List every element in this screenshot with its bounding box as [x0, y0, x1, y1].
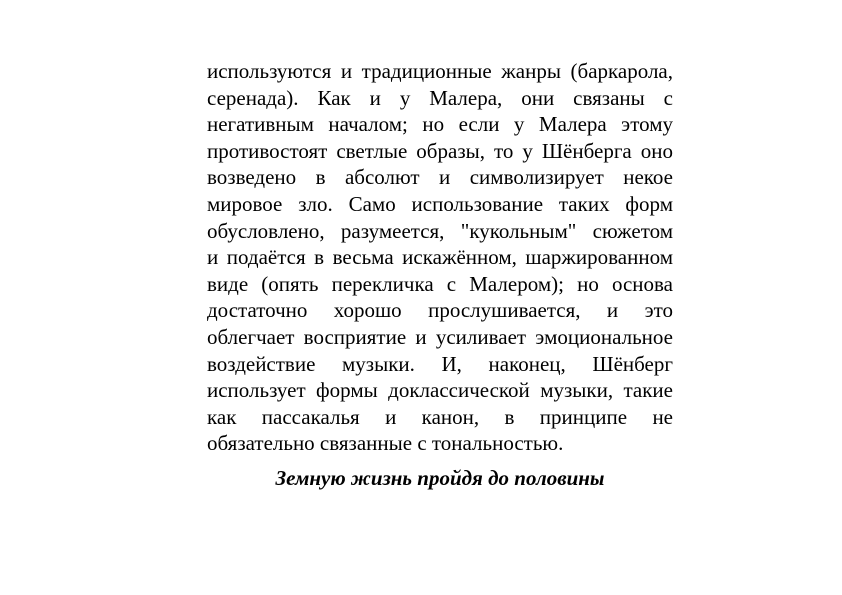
paragraph-line: негативным началом; но если у Малера этому	[207, 112, 673, 137]
paragraph-line: мировое зло. Само использование таких форм	[207, 191, 673, 216]
paragraph-line: противостоят светлые образы, то у Шёнберга оно	[207, 138, 673, 163]
paragraph-line: как пассакалья и канон, в принципе не	[207, 404, 673, 429]
paragraph-line: воздействие музыки. И, наконец, Шёнберг	[207, 351, 673, 376]
paragraph-line: используются и традиционные жанры (баркарола,	[207, 59, 673, 83]
paragraph-line: облегчает восприятие и усиливает эмоциональное	[207, 324, 673, 349]
paragraph-line: обусловлено, разумеется, "кукольным" сюжетом	[207, 218, 673, 243]
section-heading: Земную жизнь пройдя до половины	[275, 465, 605, 490]
text-column	[207, 58, 673, 491]
paragraph-line: и подаётся в весьма искажённом, шаржированном	[207, 245, 673, 270]
paragraph-line: использует формы доклассической музыки, такие	[207, 378, 673, 403]
paragraph-line: достаточно хорошо прослушивается, и это	[207, 298, 673, 323]
paragraph-line: виде (опять перекличка с Малером); но основа	[207, 271, 673, 296]
paragraph-line: возведено в абсолют и символизирует некое	[207, 165, 673, 190]
paragraph-line: обязательно связанные с тональностью.	[207, 431, 564, 456]
paragraph-line: серенада). Как и у Малера, они связаны с	[207, 85, 673, 110]
